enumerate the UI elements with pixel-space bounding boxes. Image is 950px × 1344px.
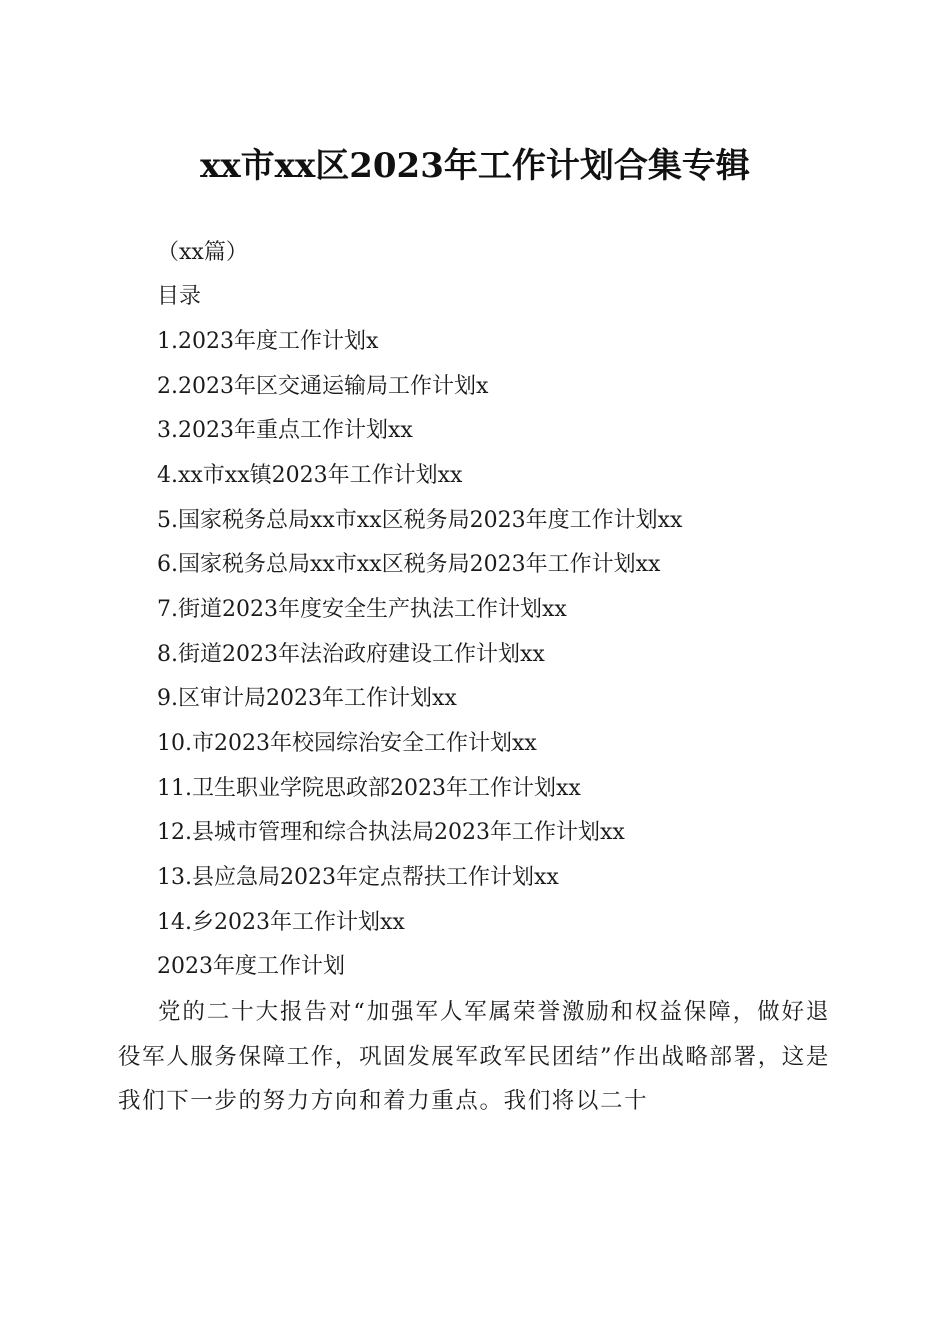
toc-item: 6.国家税务总局xx市xx区税务局2023年工作计划xx	[157, 552, 661, 577]
body-paragraph: 党的二十大报告对“加强军人军属荣誉激励和权益保障，做好退役军人服务保障工作，巩固发展军政军民团结”作出战略部署，这是我们下一步的努力方向和着力重点。我们将以二十	[118, 999, 831, 1114]
toc-item: 14.乡2023年工作计划xx	[157, 910, 405, 935]
toc-item: 5.国家税务总局xx市xx区税务局2023年度工作计划xx	[157, 508, 683, 533]
toc-item: 2.2023年区交通运输局工作计划x	[157, 374, 489, 399]
toc-item: 4.xx市xx镇2023年工作计划xx	[157, 463, 463, 488]
toc-item: 8.街道2023年法治政府建设工作计划xx	[157, 642, 545, 667]
toc-item: 12.县城市管理和综合执法局2023年工作计划xx	[157, 820, 625, 845]
toc-item: 11.卫生职业学院思政部2023年工作计划xx	[157, 776, 581, 801]
toc-item: 7.街道2023年度安全生产执法工作计划xx	[157, 597, 567, 622]
toc-item: 10.市2023年校园综治安全工作计划xx	[157, 731, 537, 756]
document-subtitle: （xx篇）	[157, 240, 248, 265]
toc-item: 3.2023年重点工作计划xx	[157, 418, 413, 443]
toc-item: 9.区审计局2023年工作计划xx	[157, 686, 457, 711]
toc-heading: 目录	[157, 284, 202, 309]
document-title: xx市xx区2023年工作计划合集专辑	[200, 146, 750, 186]
toc-item: 13.县应急局2023年定点帮扶工作计划xx	[157, 865, 559, 890]
section-heading: 2023年度工作计划	[157, 954, 345, 979]
toc-item: 1.2023年度工作计划x	[157, 329, 379, 354]
